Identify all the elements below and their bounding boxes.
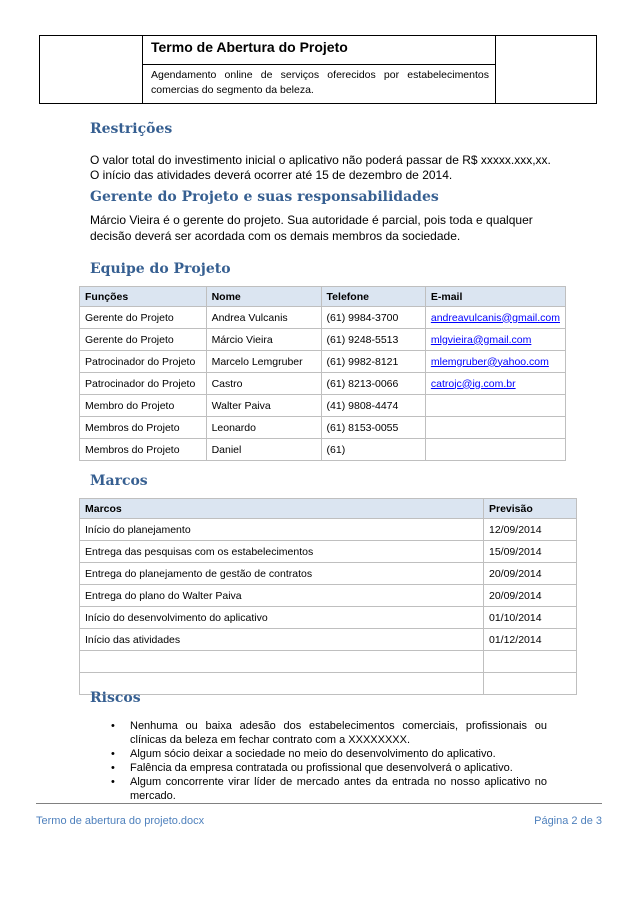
table-cell: (61) 8213-0066 — [321, 373, 425, 395]
document-header — [39, 35, 597, 104]
table-row — [80, 439, 566, 461]
heading-marcos: Marcos — [90, 473, 148, 489]
gerente-text: Márcio Vieira é o gerente do projeto. Sua autoridade é parcial, pois toda e qualquer decisão deverá ser acordada com os demais membros da sociedade. — [90, 213, 533, 243]
table-cell: Marcelo Lemgruber — [206, 351, 321, 373]
table-cell: Leonardo — [206, 417, 321, 439]
table-cell: Início das atividades — [80, 629, 484, 651]
marcos-header-row — [80, 499, 577, 519]
table-cell: Márcio Vieira — [206, 329, 321, 351]
table-cell: (61) — [321, 439, 425, 461]
column-header: Telefone — [321, 287, 425, 307]
table-cell: Membros do Projeto — [80, 439, 207, 461]
email-link[interactable]: catrojc@ig.com.br — [430, 377, 516, 390]
restricoes-line-2: O início das atividades deverá ocorrer até 15 de dezembro de 2014. — [90, 168, 453, 182]
list-item: • Algum sócio deixar a sociedade no meio do desenvolvimento do aplicativo. — [109, 747, 547, 761]
table-row — [80, 541, 577, 563]
table-cell: Andrea Vulcanis — [206, 307, 321, 329]
footer-divider — [36, 803, 602, 804]
heading-gerente: Gerente do Projeto e suas responsabilidades — [90, 189, 439, 205]
table-row — [80, 607, 577, 629]
table-cell: (61) 9248-5513 — [321, 329, 425, 351]
table-cell — [425, 373, 565, 395]
footer-filename: Termo de abertura do projeto.docx — [36, 815, 205, 827]
table-row — [80, 563, 577, 585]
list-item: • Nenhuma ou baixa adesão dos estabelecimentos comerciais, profissionais ou clínicas da beleza em fechar contrato com a XXXXXXXX. — [109, 719, 547, 747]
table-cell — [425, 307, 565, 329]
table-cell: 20/09/2014 — [484, 585, 577, 607]
table-row — [80, 329, 566, 351]
table-cell: 01/10/2014 — [484, 607, 577, 629]
email-link[interactable]: andreavulcanis@gmail.com — [430, 311, 560, 324]
table-row — [80, 585, 577, 607]
table-cell: (61) 9982-8121 — [321, 351, 425, 373]
table-cell: Membro do Projeto — [80, 395, 207, 417]
table-cell: Gerente do Projeto — [80, 307, 207, 329]
email-link[interactable]: mlgvieira@gmail.com — [430, 333, 532, 346]
table-cell — [80, 651, 484, 673]
email-link[interactable]: mlemgruber@yahoo.com — [430, 355, 549, 368]
restricoes-line-1: O valor total do investimento inicial o aplicativo não poderá passar de R$ xxxxx.xxx,xx. — [90, 153, 551, 167]
list-item: • Falência da empresa contratada ou profissional que desenvolverá o aplicativo. — [109, 761, 547, 775]
heading-riscos: Riscos — [90, 690, 141, 706]
table-cell: Membros do Projeto — [80, 417, 207, 439]
header-subtitle: Agendamento online de serviços oferecidos por estabelecimentos comercias do segmento da beleza. — [151, 69, 489, 96]
marcos-table — [79, 498, 577, 695]
equipe-header-row — [80, 287, 566, 307]
table-cell: Entrega do plano do Walter Paiva — [80, 585, 484, 607]
table-cell: (41) 9808-4474 — [321, 395, 425, 417]
table-row — [80, 629, 577, 651]
table-cell: Walter Paiva — [206, 395, 321, 417]
table-cell — [425, 329, 565, 351]
table-row — [80, 307, 566, 329]
table-cell: Início do desenvolvimento do aplicativo — [80, 607, 484, 629]
table-row — [80, 395, 566, 417]
header-title-cell — [142, 36, 496, 103]
table-cell: 15/09/2014 — [484, 541, 577, 563]
table-row — [80, 519, 577, 541]
table-row — [80, 351, 566, 373]
table-cell: 12/09/2014 — [484, 519, 577, 541]
equipe-table — [79, 286, 566, 461]
header-divider — [143, 64, 495, 65]
table-cell: Castro — [206, 373, 321, 395]
column-header: Funções — [80, 287, 207, 307]
table-cell — [484, 651, 577, 673]
table-row — [80, 651, 577, 673]
table-cell — [484, 673, 577, 695]
table-cell: Gerente do Projeto — [80, 329, 207, 351]
table-cell: 20/09/2014 — [484, 563, 577, 585]
table-cell — [425, 417, 565, 439]
table-cell: Daniel — [206, 439, 321, 461]
table-cell: (61) 8153-0055 — [321, 417, 425, 439]
table-cell: Início do planejamento — [80, 519, 484, 541]
table-row — [80, 373, 566, 395]
table-row — [80, 417, 566, 439]
table-cell: Entrega do planejamento de gestão de contratos — [80, 563, 484, 585]
footer-page-number: Página 2 de 3 — [534, 815, 602, 827]
table-cell: Patrocinador do Projeto — [80, 373, 207, 395]
heading-restricoes: Restrições — [90, 121, 173, 137]
riscos-list — [109, 719, 547, 803]
table-cell: (61) 9984-3700 — [321, 307, 425, 329]
table-row — [80, 673, 577, 695]
column-header: Marcos — [80, 499, 484, 519]
column-header: Nome — [206, 287, 321, 307]
table-cell — [425, 351, 565, 373]
table-cell: Patrocinador do Projeto — [80, 351, 207, 373]
table-cell: 01/12/2014 — [484, 629, 577, 651]
list-item: • Algum concorrente virar líder de mercado antes da entrada no nosso aplicativo no mercado. — [109, 775, 547, 803]
table-cell — [425, 439, 565, 461]
heading-equipe: Equipe do Projeto — [90, 261, 231, 277]
column-header: E-mail — [425, 287, 565, 307]
table-cell — [425, 395, 565, 417]
table-cell: Entrega das pesquisas com os estabelecimentos — [80, 541, 484, 563]
column-header: Previsão — [484, 499, 577, 519]
header-title: Termo de Abertura do Projeto — [151, 39, 348, 55]
